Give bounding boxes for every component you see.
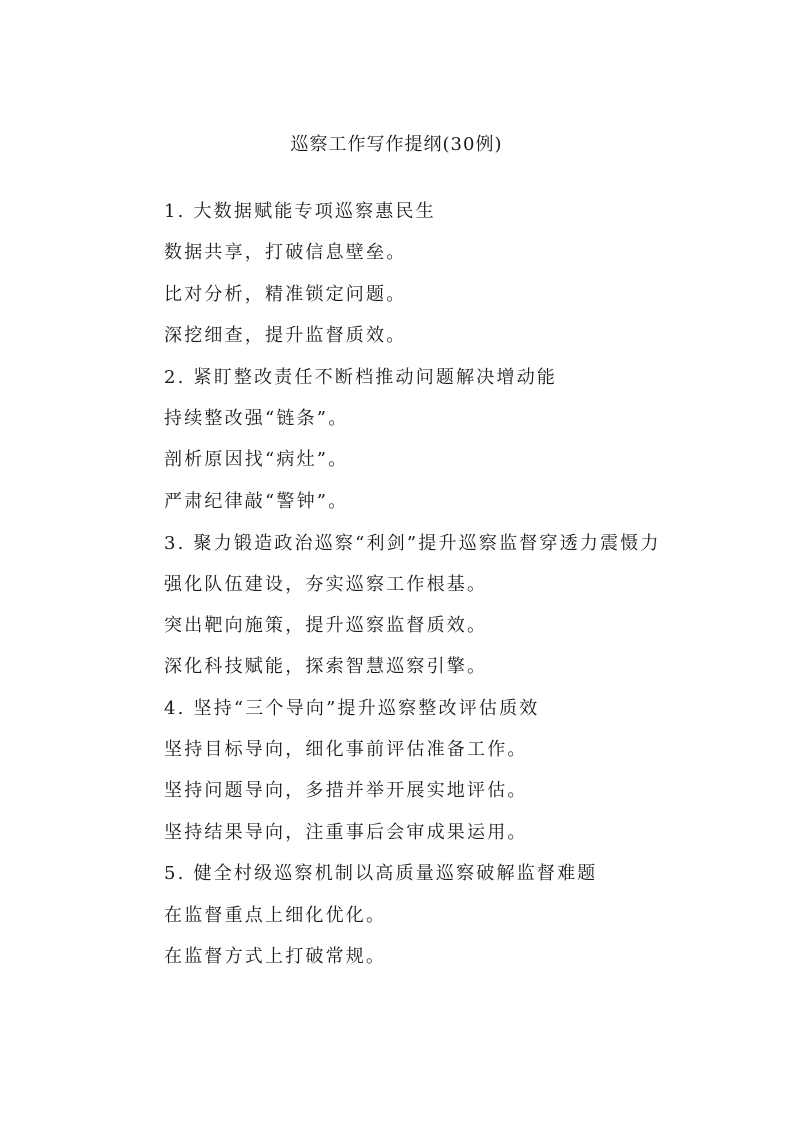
body-line: 在监督方式上打破常规。	[164, 946, 387, 968]
body-line: 突出靶向施策，提升巡察监督质效。	[164, 614, 488, 636]
body-line: 在监督重点上细化优化。	[164, 904, 387, 926]
body-line: 数据共享，打破信息壁垒。	[164, 242, 407, 264]
body-line: 深挖细查，提升监督质效。	[164, 325, 407, 347]
document-body	[120, 198, 690, 984]
body-line: 坚持目标导向，细化事前评估准备工作。	[164, 739, 528, 761]
section-heading: 1. 大数据赋能专项巡察惠民生	[164, 201, 436, 222]
body-line: 比对分析，精准锁定问题。	[164, 283, 407, 305]
body-line: 剖析原因找“病灶”。	[164, 449, 349, 471]
body-line: 坚持问题导向，多措并举开展实地评估。	[164, 780, 528, 802]
section-heading: 5. 健全村级巡察机制以高质量巡察破解监督难题	[164, 863, 598, 885]
body-line: 深化科技赋能，探索智慧巡察引擎。	[164, 656, 488, 678]
body-line: 严肃纪律敲“警钟”。	[164, 490, 349, 512]
section-heading: 3. 聚力锻造政治巡察“利剑”提升巡察监督穿透力震慑力	[164, 533, 661, 555]
document-title: 巡察工作写作提纲(30例)	[290, 134, 503, 155]
body-line: 坚持结果导向，注重事后会审成果运用。	[164, 821, 528, 843]
body-line: 持续整改强“链条”。	[164, 407, 349, 429]
section-heading: 2. 紧盯整改责任不断档推动问题解决增动能	[164, 366, 558, 388]
body-line: 强化队伍建设，夯实巡察工作根基。	[164, 573, 488, 595]
section-heading: 4. 坚持“三个导向”提升巡察整改评估质效	[164, 697, 540, 719]
